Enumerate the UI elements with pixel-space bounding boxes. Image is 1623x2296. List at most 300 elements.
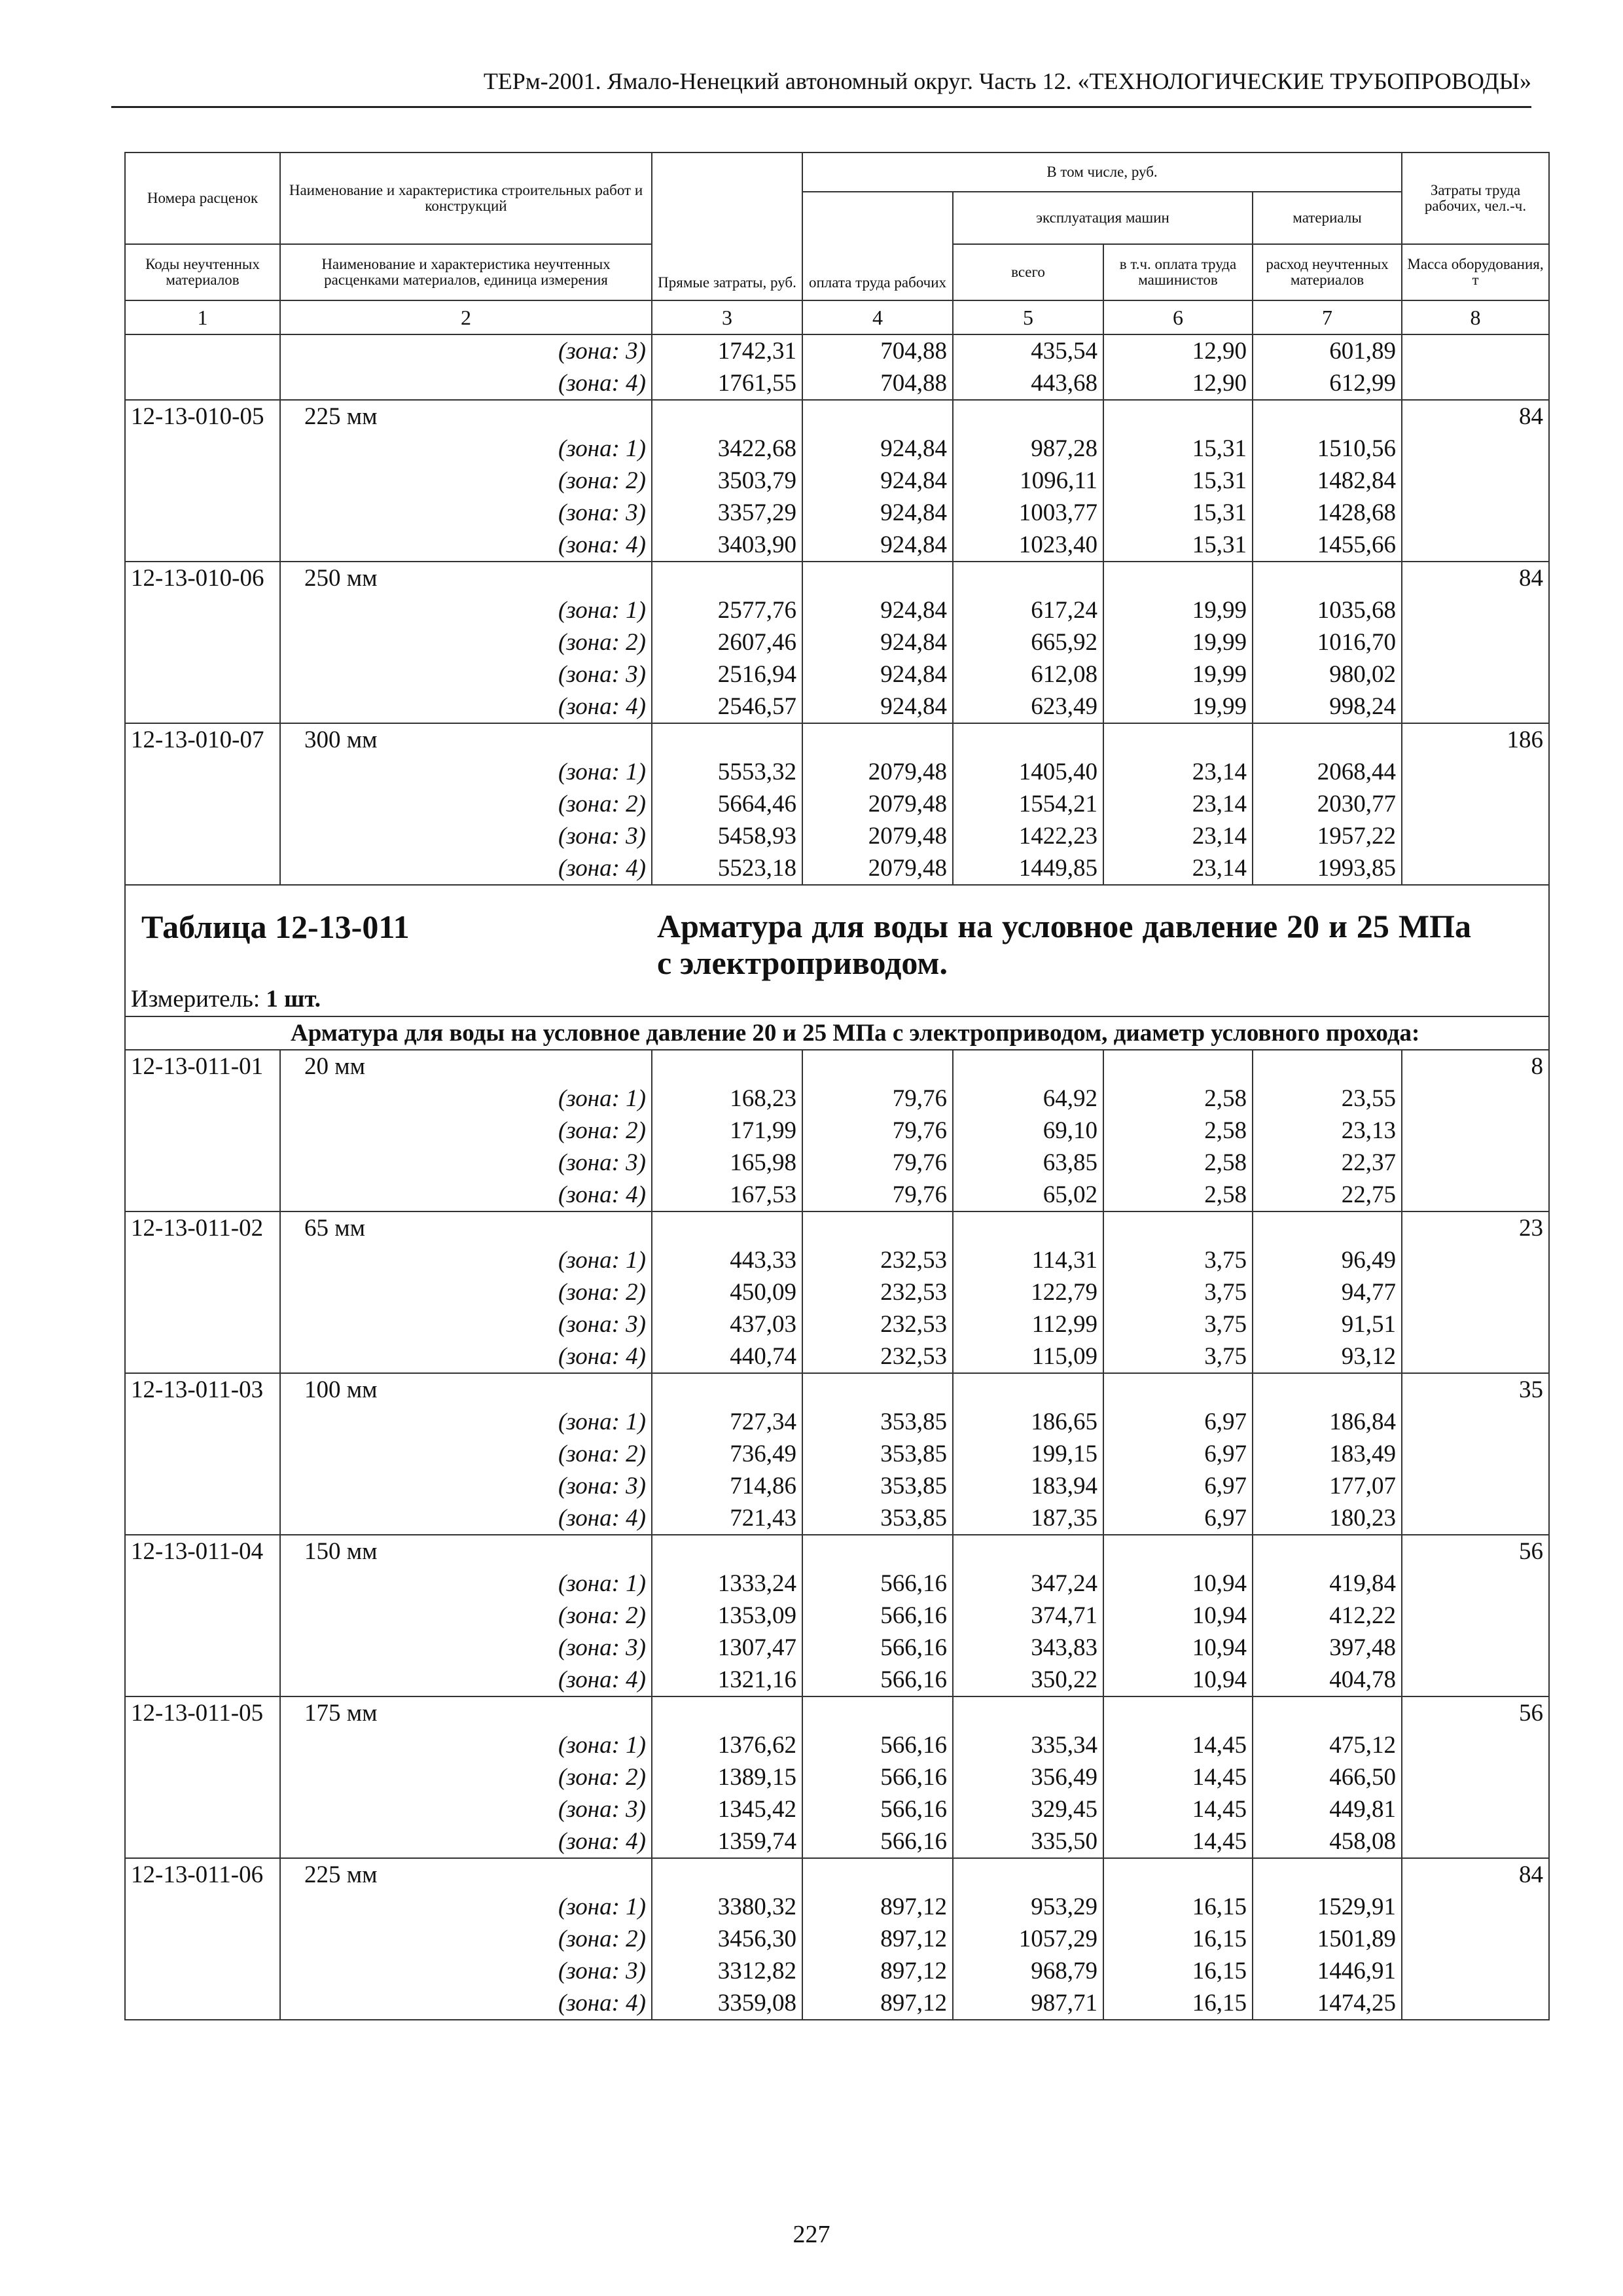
operators-pay: 6,97 <box>1103 1406 1253 1438</box>
materials-cost: 458,08 <box>1253 1825 1402 1858</box>
table-row <box>125 594 1549 626</box>
labor-cost: 84 <box>1402 562 1549 594</box>
operators-pay: 6,97 <box>1103 1502 1253 1535</box>
operators-pay: 10,94 <box>1103 1632 1253 1664</box>
head-col1b: Коды неучтенных материалов <box>125 244 280 300</box>
machines-total: 329,45 <box>953 1793 1103 1825</box>
empty-cell <box>652 1535 802 1568</box>
labor-cost: 186 <box>1402 723 1549 756</box>
page-number: 227 <box>793 2221 830 2248</box>
operators-pay: 16,15 <box>1103 1987 1253 2020</box>
labor-cost <box>1402 820 1549 852</box>
table-row <box>125 788 1549 820</box>
empty-cell <box>802 1858 953 1891</box>
materials-cost: 1482,84 <box>1253 465 1402 497</box>
labor-pay: 232,53 <box>802 1340 953 1373</box>
table-row <box>125 1987 1549 2020</box>
code-cell <box>125 788 280 820</box>
machines-total: 347,24 <box>953 1568 1103 1600</box>
direct-cost: 1742,31 <box>652 334 802 367</box>
empty-cell <box>1253 562 1402 594</box>
code-cell <box>125 433 280 465</box>
operators-pay: 23,14 <box>1103 788 1253 820</box>
table-row <box>125 1729 1549 1761</box>
empty-cell <box>802 1696 953 1729</box>
materials-cost: 412,22 <box>1253 1600 1402 1632</box>
rate-name: 100 мм <box>280 1373 652 1406</box>
labor-cost <box>1402 852 1549 885</box>
direct-cost: 3422,68 <box>652 433 802 465</box>
head-incl: В том числе, руб. <box>802 152 1402 192</box>
direct-cost: 5553,32 <box>652 756 802 788</box>
zone-label: (зона: 4) <box>280 1825 652 1858</box>
head-materials: материалы <box>1253 192 1402 244</box>
labor-cost <box>1402 1470 1549 1502</box>
labor-cost <box>1402 1308 1549 1340</box>
labor-pay: 566,16 <box>802 1729 953 1761</box>
labor-cost <box>1402 756 1549 788</box>
empty-cell <box>1103 1696 1253 1729</box>
materials-cost: 1446,91 <box>1253 1955 1402 1987</box>
table-row <box>125 1664 1549 1696</box>
code-cell <box>125 1083 280 1115</box>
labor-cost <box>1402 658 1549 691</box>
table-row <box>125 1891 1549 1923</box>
direct-cost: 5523,18 <box>652 852 802 885</box>
labor-cost <box>1402 1955 1549 1987</box>
operators-pay: 15,31 <box>1103 529 1253 562</box>
materials-cost: 93,12 <box>1253 1340 1402 1373</box>
materials-cost: 1035,68 <box>1253 594 1402 626</box>
table-row <box>125 1470 1549 1502</box>
code-cell <box>125 658 280 691</box>
direct-cost: 3403,90 <box>652 529 802 562</box>
code-cell <box>125 1729 280 1761</box>
table-row <box>125 1211 1549 1244</box>
zone-label: (зона: 4) <box>280 691 652 723</box>
rate-code: 12-13-011-05 <box>125 1696 280 1729</box>
zone-label: (зона: 4) <box>280 1664 652 1696</box>
labor-pay: 566,16 <box>802 1632 953 1664</box>
machines-total: 1554,21 <box>953 788 1103 820</box>
code-cell <box>125 497 280 529</box>
table-row <box>125 367 1549 400</box>
machines-total: 343,83 <box>953 1632 1103 1664</box>
labor-pay: 2079,48 <box>802 756 953 788</box>
empty-cell <box>1103 1050 1253 1083</box>
direct-cost: 443,33 <box>652 1244 802 1276</box>
code-cell <box>125 594 280 626</box>
direct-cost: 168,23 <box>652 1083 802 1115</box>
materials-cost: 612,99 <box>1253 367 1402 400</box>
materials-cost: 1428,68 <box>1253 497 1402 529</box>
operators-pay: 12,90 <box>1103 334 1253 367</box>
labor-cost <box>1402 1729 1549 1761</box>
zone-label: (зона: 3) <box>280 1793 652 1825</box>
labor-cost: 84 <box>1402 1858 1549 1891</box>
table-row <box>125 1535 1549 1568</box>
code-cell <box>125 1179 280 1211</box>
machines-total: 987,28 <box>953 433 1103 465</box>
machines-total: 953,29 <box>953 1891 1103 1923</box>
labor-cost <box>1402 1761 1549 1793</box>
direct-cost: 1359,74 <box>652 1825 802 1858</box>
empty-cell <box>953 400 1103 433</box>
zone-label: (зона: 1) <box>280 594 652 626</box>
empty-cell <box>953 1050 1103 1083</box>
direct-cost: 714,86 <box>652 1470 802 1502</box>
direct-cost: 1307,47 <box>652 1632 802 1664</box>
materials-cost: 998,24 <box>1253 691 1402 723</box>
table-row <box>125 465 1549 497</box>
operators-pay: 3,75 <box>1103 1340 1253 1373</box>
labor-cost <box>1402 1502 1549 1535</box>
direct-cost: 721,43 <box>652 1502 802 1535</box>
labor-pay: 566,16 <box>802 1664 953 1696</box>
col-number: 2 <box>280 300 652 334</box>
table-row <box>125 820 1549 852</box>
table-body-2 <box>125 1050 1549 2020</box>
empty-cell <box>652 1373 802 1406</box>
labor-pay: 79,76 <box>802 1083 953 1115</box>
col-number: 6 <box>1103 300 1253 334</box>
machines-total: 1422,23 <box>953 820 1103 852</box>
operators-pay: 15,31 <box>1103 433 1253 465</box>
code-cell <box>125 1244 280 1276</box>
zone-label: (зона: 3) <box>280 1308 652 1340</box>
measure-label: Измеритель: <box>131 986 260 1013</box>
head-col8a: Затраты труда рабочих, чел.-ч. <box>1402 152 1549 244</box>
direct-cost: 5664,46 <box>652 788 802 820</box>
machines-total: 64,92 <box>953 1083 1103 1115</box>
code-cell <box>125 1276 280 1308</box>
code-cell <box>125 529 280 562</box>
code-cell <box>125 626 280 658</box>
direct-cost: 2607,46 <box>652 626 802 658</box>
machines-total: 1057,29 <box>953 1923 1103 1955</box>
direct-cost: 440,74 <box>652 1340 802 1373</box>
head-col6: в т.ч. оплата труда машинистов <box>1103 244 1253 300</box>
labor-pay: 79,76 <box>802 1115 953 1147</box>
materials-cost: 22,75 <box>1253 1179 1402 1211</box>
empty-cell <box>652 562 802 594</box>
zone-label: (зона: 3) <box>280 820 652 852</box>
materials-cost: 94,77 <box>1253 1276 1402 1308</box>
materials-cost: 419,84 <box>1253 1568 1402 1600</box>
direct-cost: 3312,82 <box>652 1955 802 1987</box>
direct-cost: 2516,94 <box>652 658 802 691</box>
labor-pay: 924,84 <box>802 658 953 691</box>
table-row <box>125 1761 1549 1793</box>
table-row <box>125 1568 1549 1600</box>
machines-total: 987,71 <box>953 1987 1103 2020</box>
materials-cost: 404,78 <box>1253 1664 1402 1696</box>
labor-cost <box>1402 1632 1549 1664</box>
materials-cost: 1993,85 <box>1253 852 1402 885</box>
empty-cell <box>1253 400 1402 433</box>
labor-pay: 566,16 <box>802 1761 953 1793</box>
operators-pay: 16,15 <box>1103 1891 1253 1923</box>
machines-total: 187,35 <box>953 1502 1103 1535</box>
code-cell <box>125 1147 280 1179</box>
table-row <box>125 1147 1549 1179</box>
labor-pay: 704,88 <box>802 334 953 367</box>
labor-pay: 79,76 <box>802 1147 953 1179</box>
machines-total: 1023,40 <box>953 529 1103 562</box>
zone-label: (зона: 1) <box>280 1568 652 1600</box>
table-row <box>125 626 1549 658</box>
table-row <box>125 497 1549 529</box>
col-number: 7 <box>1253 300 1402 334</box>
empty-cell <box>802 1211 953 1244</box>
materials-cost: 2030,77 <box>1253 788 1402 820</box>
col-number: 3 <box>652 300 802 334</box>
table-row <box>125 529 1549 562</box>
empty-cell <box>802 1050 953 1083</box>
direct-cost: 727,34 <box>652 1406 802 1438</box>
direct-cost: 1333,24 <box>652 1568 802 1600</box>
labor-pay: 897,12 <box>802 1891 953 1923</box>
empty-cell <box>1253 1373 1402 1406</box>
table-row <box>125 852 1549 885</box>
table-row <box>125 1406 1549 1438</box>
empty-cell <box>1253 1696 1402 1729</box>
zone-label: (зона: 2) <box>280 1761 652 1793</box>
machines-total: 69,10 <box>953 1115 1103 1147</box>
code-cell <box>125 1632 280 1664</box>
direct-cost: 3503,79 <box>652 465 802 497</box>
materials-cost: 1510,56 <box>1253 433 1402 465</box>
table-row <box>125 1340 1549 1373</box>
table-row <box>125 1276 1549 1308</box>
labor-cost: 56 <box>1402 1696 1549 1729</box>
zone-label: (зона: 4) <box>280 529 652 562</box>
machines-total: 623,49 <box>953 691 1103 723</box>
labor-cost <box>1402 1406 1549 1438</box>
zone-label: (зона: 1) <box>280 1244 652 1276</box>
empty-cell <box>1103 1535 1253 1568</box>
zone-label: (зона: 1) <box>280 1891 652 1923</box>
labor-cost <box>1402 626 1549 658</box>
empty-cell <box>802 562 953 594</box>
direct-cost: 736,49 <box>652 1438 802 1470</box>
code-cell <box>125 756 280 788</box>
table-row <box>125 1115 1549 1147</box>
table-row <box>125 658 1549 691</box>
labor-cost <box>1402 529 1549 562</box>
machines-total: 617,24 <box>953 594 1103 626</box>
machines-total: 114,31 <box>953 1244 1103 1276</box>
zone-label: (зона: 3) <box>280 334 652 367</box>
direct-cost: 3456,30 <box>652 1923 802 1955</box>
table-row <box>125 1244 1549 1276</box>
code-cell <box>125 1825 280 1858</box>
rate-name: 225 мм <box>280 400 652 433</box>
empty-cell <box>652 1050 802 1083</box>
labor-cost: 84 <box>1402 400 1549 433</box>
direct-cost: 1345,42 <box>652 1793 802 1825</box>
col-number: 1 <box>125 300 280 334</box>
labor-cost <box>1402 1664 1549 1696</box>
labor-cost <box>1402 1276 1549 1308</box>
table-row <box>125 691 1549 723</box>
labor-pay: 2079,48 <box>802 820 953 852</box>
labor-pay: 353,85 <box>802 1502 953 1535</box>
rate-name: 250 мм <box>280 562 652 594</box>
zone-label: (зона: 1) <box>280 1406 652 1438</box>
code-cell <box>125 1923 280 1955</box>
labor-cost <box>1402 691 1549 723</box>
zone-label: (зона: 4) <box>280 1179 652 1211</box>
table-row <box>125 723 1549 756</box>
machines-total: 112,99 <box>953 1308 1103 1340</box>
labor-pay: 924,84 <box>802 691 953 723</box>
running-header <box>111 60 1531 108</box>
empty-cell <box>652 723 802 756</box>
labor-cost <box>1402 1825 1549 1858</box>
operators-pay: 23,14 <box>1103 852 1253 885</box>
labor-pay: 232,53 <box>802 1244 953 1276</box>
operators-pay: 14,45 <box>1103 1825 1253 1858</box>
operators-pay: 19,99 <box>1103 594 1253 626</box>
rate-name: 65 мм <box>280 1211 652 1244</box>
running-title: ТЕРм-2001. Ямало-Ненецкий автономный округ. Часть 12. «ТЕХНОЛОГИЧЕСКИЕ ТРУБОПРОВОДЫ» <box>483 68 1531 94</box>
operators-pay: 6,97 <box>1103 1438 1253 1470</box>
labor-pay: 924,84 <box>802 594 953 626</box>
machines-total: 374,71 <box>953 1600 1103 1632</box>
zone-label: (зона: 4) <box>280 367 652 400</box>
table-row <box>125 433 1549 465</box>
empty-cell <box>953 1211 1103 1244</box>
zone-label: (зона: 2) <box>280 465 652 497</box>
code-cell <box>125 1308 280 1340</box>
labor-cost <box>1402 1083 1549 1115</box>
machines-total: 1003,77 <box>953 497 1103 529</box>
labor-pay: 79,76 <box>802 1179 953 1211</box>
head-col1a: Номера расценок <box>125 152 280 244</box>
machines-total: 1449,85 <box>953 852 1103 885</box>
direct-cost: 3357,29 <box>652 497 802 529</box>
labor-pay: 924,84 <box>802 529 953 562</box>
col-number: 5 <box>953 300 1103 334</box>
materials-cost: 180,23 <box>1253 1502 1402 1535</box>
code-cell <box>125 1406 280 1438</box>
operators-pay: 14,45 <box>1103 1729 1253 1761</box>
labor-pay: 353,85 <box>802 1406 953 1438</box>
code-cell <box>125 1340 280 1373</box>
rate-code: 12-13-011-03 <box>125 1373 280 1406</box>
code-cell <box>125 1470 280 1502</box>
code-cell <box>125 465 280 497</box>
materials-cost: 397,48 <box>1253 1632 1402 1664</box>
head-col3: Прямые затраты, руб. <box>652 152 802 300</box>
head-col4: оплата труда рабочих <box>802 192 953 300</box>
materials-cost: 22,37 <box>1253 1147 1402 1179</box>
labor-pay: 232,53 <box>802 1308 953 1340</box>
col-number: 4 <box>802 300 953 334</box>
direct-cost: 1761,55 <box>652 367 802 400</box>
code-cell <box>125 852 280 885</box>
head-col2a: Наименование и характеристика строительных работ и конструкций <box>280 152 652 244</box>
code-cell <box>125 1568 280 1600</box>
direct-cost: 167,53 <box>652 1179 802 1211</box>
rate-code: 12-13-011-04 <box>125 1535 280 1568</box>
operators-pay: 3,75 <box>1103 1244 1253 1276</box>
table-row <box>125 1923 1549 1955</box>
labor-cost <box>1402 594 1549 626</box>
operators-pay: 2,58 <box>1103 1179 1253 1211</box>
empty-cell <box>1103 400 1253 433</box>
rate-code: 12-13-010-07 <box>125 723 280 756</box>
operators-pay: 19,99 <box>1103 658 1253 691</box>
empty-cell <box>953 1696 1103 1729</box>
code-cell <box>125 691 280 723</box>
empty-cell <box>1103 723 1253 756</box>
materials-cost: 96,49 <box>1253 1244 1402 1276</box>
materials-cost: 1016,70 <box>1253 626 1402 658</box>
measure-value: 1 шт. <box>266 986 321 1013</box>
zone-label: (зона: 2) <box>280 1438 652 1470</box>
materials-cost: 23,13 <box>1253 1115 1402 1147</box>
zone-label: (зона: 2) <box>280 788 652 820</box>
materials-cost: 1529,91 <box>1253 1891 1402 1923</box>
empty-cell <box>652 400 802 433</box>
labor-pay: 2079,48 <box>802 852 953 885</box>
code-cell <box>125 1891 280 1923</box>
table-row <box>125 1373 1549 1406</box>
empty-cell <box>1103 1211 1253 1244</box>
empty-cell <box>1253 1050 1402 1083</box>
materials-cost: 1957,22 <box>1253 820 1402 852</box>
labor-pay: 897,12 <box>802 1987 953 2020</box>
table-row <box>125 400 1549 433</box>
table-row <box>125 1438 1549 1470</box>
head-col8b: Масса оборудования, т <box>1402 244 1549 300</box>
table-row <box>125 1179 1549 1211</box>
operators-pay: 15,31 <box>1103 497 1253 529</box>
machines-total: 63,85 <box>953 1147 1103 1179</box>
labor-pay: 566,16 <box>802 1793 953 1825</box>
labor-cost <box>1402 788 1549 820</box>
materials-cost: 177,07 <box>1253 1470 1402 1502</box>
code-cell <box>125 1600 280 1632</box>
table-row <box>125 1083 1549 1115</box>
direct-cost: 5458,93 <box>652 820 802 852</box>
machines-total: 443,68 <box>953 367 1103 400</box>
machines-total: 115,09 <box>953 1340 1103 1373</box>
machines-total: 968,79 <box>953 1955 1103 1987</box>
operators-pay: 19,99 <box>1103 626 1253 658</box>
machines-total: 1096,11 <box>953 465 1103 497</box>
rate-code: 12-13-011-01 <box>125 1050 280 1083</box>
labor-pay: 924,84 <box>802 626 953 658</box>
zone-label: (зона: 1) <box>280 1729 652 1761</box>
empty-cell <box>1103 562 1253 594</box>
zone-label: (зона: 4) <box>280 1502 652 1535</box>
rate-code: 12-13-011-02 <box>125 1211 280 1244</box>
table-row <box>125 1858 1549 1891</box>
labor-cost <box>1402 1600 1549 1632</box>
labor-pay: 897,12 <box>802 1923 953 1955</box>
materials-cost: 980,02 <box>1253 658 1402 691</box>
materials-cost: 186,84 <box>1253 1406 1402 1438</box>
labor-pay: 566,16 <box>802 1600 953 1632</box>
labor-cost <box>1402 1987 1549 2020</box>
table-row <box>125 1793 1549 1825</box>
direct-cost: 2577,76 <box>652 594 802 626</box>
empty-cell <box>802 400 953 433</box>
table-body-1 <box>125 334 1549 885</box>
